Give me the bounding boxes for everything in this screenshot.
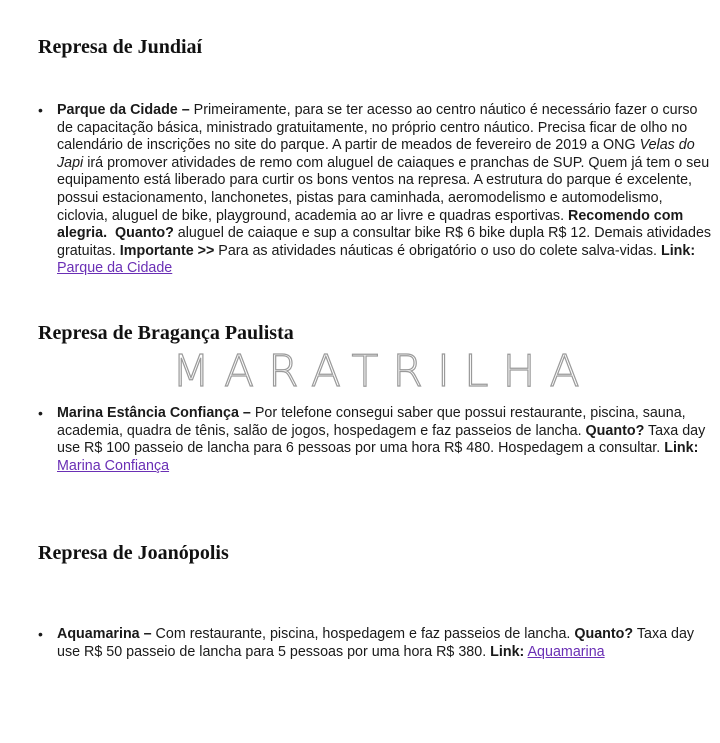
important-label: Importante >> (119, 242, 215, 259)
watermark: MARATRILHA (172, 346, 594, 397)
entry-text: Por telefone consegui saber que possui restaurante, piscina, sauna, academia, quadra de tênis, salão de jogos, hospedagem e faz passeios de lancha. (57, 405, 686, 439)
list-item (38, 102, 717, 278)
entry-text: Taxa day use R$ 50 passeio de lancha para 5 pessoas por uma hora R$ 380. (57, 626, 695, 660)
section-title: Represa de Joanópolis (38, 542, 229, 564)
entry-name: Parque da Cidade (57, 102, 178, 118)
price-label: Quanto? (585, 422, 645, 439)
link-label: Link: (490, 643, 525, 660)
aquamarina-link[interactable]: Aquamarina (527, 643, 605, 660)
entry-dash: – (238, 405, 255, 421)
entry-name: Marina Estância Confiança (57, 405, 239, 421)
org-name: Velas do Japi (57, 137, 695, 171)
entry-dash: – (139, 626, 156, 642)
section-braganca (38, 321, 710, 345)
list-item (38, 626, 717, 661)
section-title: Represa de Bragança Paulista (38, 322, 294, 344)
entry-text: Para as atividades náuticas é obrigatório o uso do colete salva-vidas. (214, 242, 661, 259)
entry-text: aluguel de caiaque e sup a consultar bike R$ 6 bike dupla R$ 12. Demais atividades gratuitas. (57, 225, 712, 259)
bullet-icon: • (38, 405, 43, 421)
marina-confianca-link[interactable]: Marina Confiança (57, 457, 170, 474)
parque-da-cidade-link[interactable]: Parque da Cidade (57, 260, 173, 277)
price-label: Quanto? (574, 626, 634, 642)
section-jundiai (38, 35, 710, 59)
price-label: Quanto? (115, 225, 174, 242)
bullet-icon: • (38, 102, 43, 118)
entry-text: Com restaurante, piscina, hospedagem e faz passeios de lancha. (155, 626, 575, 642)
entry-name: Aquamarina (57, 626, 140, 642)
entry-text: Primeiramente, para se ter acesso ao centro náutico é necessário fazer o curso de capacitação básica, ministrado gratuitamente, no próprio centro náutico. Precisa ficar de olho no calendário de inscrições no site do parque. A partir de meados de fevereiro de 2019 a ONG (57, 102, 698, 154)
entry-dash: – (177, 102, 194, 118)
bullet-icon: • (38, 626, 43, 642)
section-joanopolis (38, 541, 710, 565)
entry-text: irá promover atividades de remo com aluguel de caiaques e pranchas de SUP. Quem já tem o seu equipamento está liberado para curtir os bons ventos na represa. A estrutura do parque é excelente, possui estacionamento, lanchonetes, pistas para caminhada, aeromodelismo e automodelismo, ciclovia, aluguel de bike, playground, academia ao ar livre e quadras esportivas. (57, 154, 710, 224)
section-title: Represa de Jundiaí (38, 36, 203, 58)
list-item (38, 405, 717, 475)
link-label: Link: (664, 440, 699, 457)
recommend-label: Recomendo com alegria. (57, 207, 684, 242)
entry-text: Taxa day use R$ 100 passeio de lancha para 6 pessoas por uma hora R$ 480. Hospedagem a consultar. (57, 422, 706, 457)
link-label: Link: (660, 242, 696, 259)
